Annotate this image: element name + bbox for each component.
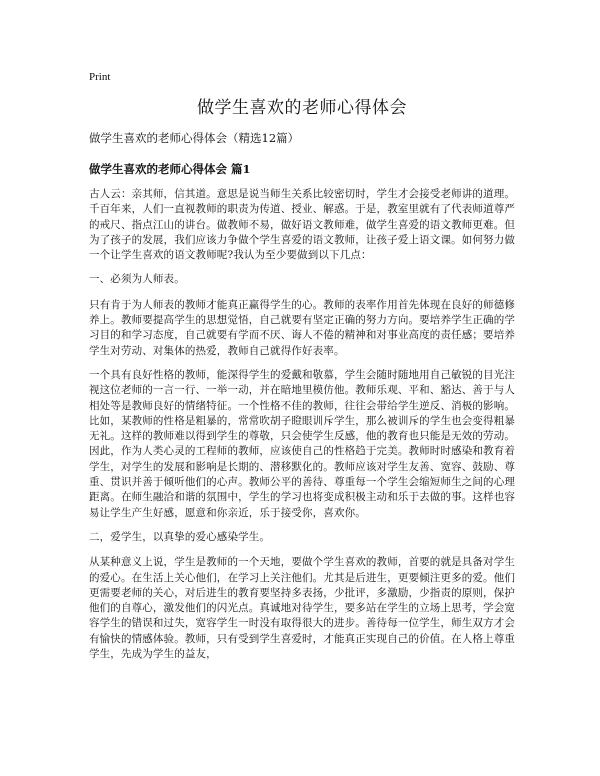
paragraph-role-model: 只有肯于为人师表的教师才能真正赢得学生的心。教师的表率作用首先体现在良好的师德修养上。教师要提高学生的思想觉悟，自己就要有坚定正确的努力方向。要培养学生正确的学习目的和学习态度，自己就要有学而不厌、诲人不倦的精神和对事业高度的责任感；要培养学生对劳动、对集体的热爱，教师自己就得作好表率。 (89, 298, 515, 357)
document-page (89, 70, 515, 671)
paragraph-personality: 一个具有良好性格的教师，能深得学生的爱戴和敬慕，学生会随时随地用自己敏锐的目光注视这位老师的一言一行、一举一动，并在暗地里模仿他。教师乐观、平和、豁达、善于与人相处等是教师良好的情绪特征。一个性格不佳的教师，往往会带给学生逆反、消极的影响。比如，某教师的性格是粗暴的，常常吹胡子瞪眼训斥学生，那么被训斥的学生也会变得粗暴无礼。这样的教师难以得到学生的尊敬，只会使学生反感，他的教育也只能是无效的劳动。因此，作为人类心灵的工程师的教师，应该使自己的性格趋于完美。教师时时感染和教育着学生，对学生的发展和影响是长期的、潜移默化的。教师应该对学生友善、宽容、鼓励、尊重、贯识并善于倾听他们的心声。教师公平的善待、尊重每一个学生会缩短师生之间的心理距离。在师生融洽和谐的氛围中，学生的学习也将变成积极主动和乐于去做的事。这样也容易让学生产生好感，愿意和你亲近，乐于接受你，喜欢你。 (89, 368, 515, 519)
point-one-heading: 一、必须为人师表。 (89, 273, 185, 286)
print-label[interactable]: Print (89, 71, 111, 83)
point-two-heading: 二，爱学生，以真挚的爱心感染学生。 (89, 530, 271, 543)
document-subtitle: 做学生喜欢的老师心得体会（精选12篇） (89, 131, 300, 145)
paragraph-intro: 古人云：亲其师，信其道。意思是说当师生关系比较密切时，学生才会接受老师讲的道理。千百年来，人们一直视教师的职责为传道、授业、解惑。于是，教室里就有了代表师道尊严的戒尺、指点江山的讲台。做教师不易，做好语文教师难，做学生喜爱的语文教师更难。但为了孩子的发展，我们应该力争做个学生喜爱的语文教师，让孩子爱上语文课。如何努力做一个让学生喜欢的语文教师呢?我认为至少要做到以下几点： (89, 188, 515, 262)
section-heading: 做学生喜欢的老师心得体会 篇1 (89, 162, 251, 176)
paragraph-love-students: 从某种意义上说，学生是教师的一个天地，要做个学生喜欢的教师，首要的就是具备对学生的爱心。在生活上关心他们，在学习上关注他们。尤其是后进生，更要倾注更多的爱。他们更需要老师的关心，对后进生的教育要坚持多表扬，少批评，多激励，少指责的原则，保护他们的自尊心，激发他们的闪光点。真诚地对待学生，要多站在学生的立场上思考，学会宽容学生的错误和过失，宽容学生一时没有取得很大的进步。善待每一位学生，师生双方才会有愉快的情感体验。教师，只有受到学生喜爱时，才能真正实现自己的价值。在人格上尊重学生，先成为学生的益友， (89, 556, 515, 661)
document-title: 做学生喜欢的老师心得体会 (197, 98, 407, 118)
